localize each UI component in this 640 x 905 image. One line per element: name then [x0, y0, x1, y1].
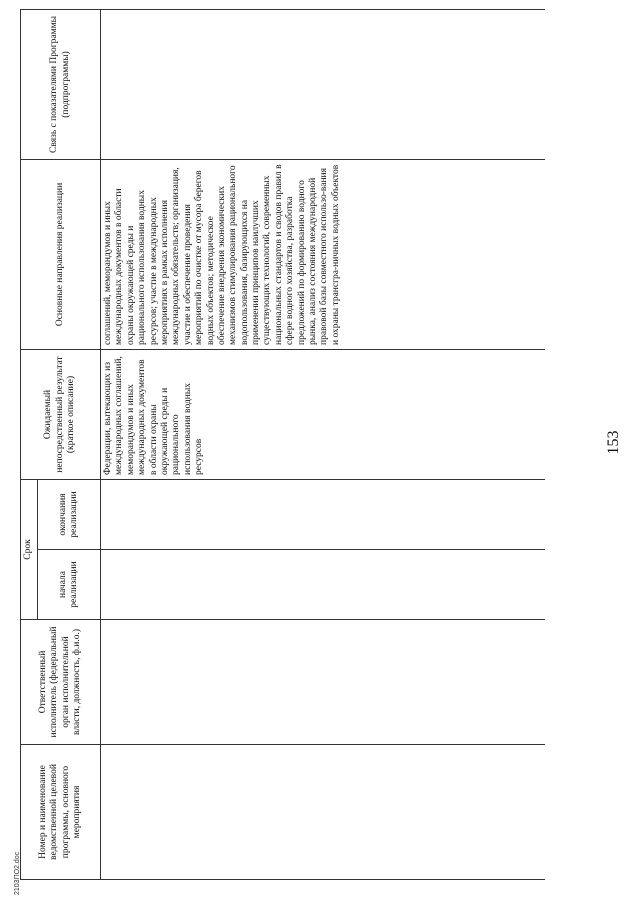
header-srok: Срок	[21, 479, 38, 619]
cell-number-name	[101, 745, 546, 880]
footer	[6, 852, 24, 895]
program-table	[20, 9, 545, 880]
page-number: 153	[605, 430, 622, 455]
header-link-indicators: Связь с показателями Программы (подпрограммы)	[21, 9, 101, 159]
cell-responsible	[101, 620, 546, 745]
table-row	[101, 9, 546, 879]
header-number-name: Номер и наименование ведомственной целевой программы, основного мероприятия	[21, 745, 101, 880]
cell-link-indicators	[101, 9, 546, 159]
header-srok-end: окончания реализации	[38, 479, 101, 549]
footer-code: 2103ПО2.doc	[14, 851, 21, 895]
header-responsible: Ответственный исполнитель (федеральный орган исполнительной власти, должность, ф.и.о.)	[21, 620, 101, 745]
header-expected-result: Ожидаемый непосредственный результат (краткое описание)	[21, 349, 101, 479]
header-main-directions: Основные направления реализации	[21, 159, 101, 349]
rotated-page	[20, 5, 620, 880]
cell-srok-start	[101, 550, 546, 620]
cell-srok-end	[101, 479, 546, 549]
cell-main-directions: соглашений, меморандумов и иных международных документов в области охраны окружающей среды и рационального использования водных ресурсов; участие в международных мероприятиях в рамках исполнения международных обязательств; организация, участие и обеспечение проведения мероприятий по очистке от мусора берегов водных объектов; методическое обеспечение внедрения экономических механизмов стимулирования рационального водопользования, базирующихся на применении принципов наилучших существующих технологий, современных национальных стандартов и сводов правил в сфере водного хозяйства, разработка предложений по формированию водного рынка, анализ состояния международной правовой базы совместного использо-вания и охраны трансгра-ничных водных объектов	[101, 159, 546, 349]
cell-expected-result: Федерации, вытекающих из международных соглашений, меморандумов и иных международных документов в области охраны окружающей среды и рационального использования водных ресурсов	[101, 349, 546, 479]
header-srok-start: начала реализации	[38, 550, 101, 620]
